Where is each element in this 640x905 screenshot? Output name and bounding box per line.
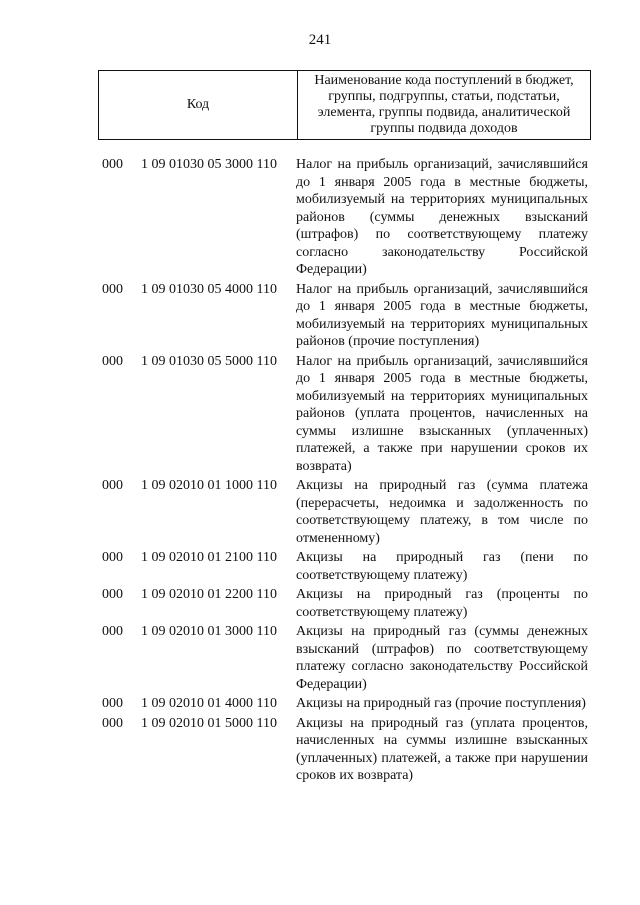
revenue-name: Акцизы на природный газ (сумма платежа (перерасчеты, недоимка и задолженность по соответствующему платежу, в том числе по отмененному) [296, 478, 588, 546]
revenue-name: Налог на прибыль организаций, зачислявшийся до 1 января 2005 года в местные бюджеты, мобилизуемый на территориях муниципальных районов (суммы денежных взысканий (штрафов) по соответствующему платежу согласно законодательству Российской Федерации) [296, 157, 588, 277]
header-name-label: Наименование кода поступлений в бюджет, группы, подгруппы, статьи, подстатьи, элемента, группы подвида, аналитической группы подвида доходов [314, 73, 574, 136]
table-row [0, 586, 640, 621]
revenue-code: 1 09 02010 01 2100 110 [141, 550, 277, 565]
page-number: 241 [308, 32, 332, 48]
admin-code: 000 [102, 353, 123, 369]
admin-code: 000 [102, 696, 123, 711]
revenue-code: 1 09 01030 05 5000 110 [141, 353, 277, 369]
revenue-name: Акцизы на природный газ (уплата процентов, начисленных на суммы излишне взысканных (уплаченных) платежей, а также при нарушении сроков их возврата) [296, 715, 588, 783]
revenue-name: Акцизы на природный газ (пени по соответствующему платежу) [296, 550, 588, 583]
header-code-label: Код [99, 71, 298, 139]
table-row [0, 715, 640, 785]
admin-code: 000 [102, 624, 123, 639]
revenue-code: 1 09 01030 05 3000 110 [141, 157, 277, 172]
revenue-code: 1 09 01030 05 4000 110 [141, 281, 277, 297]
table-header [98, 70, 591, 140]
revenue-name: Акцизы на природный газ (суммы денежных взысканий (штрафов) по соответствующему платежу согласно законодательству Российской Федерации) [296, 624, 588, 692]
admin-code: 000 [102, 587, 123, 602]
table-row [0, 623, 640, 693]
table-row [0, 353, 640, 476]
revenue-name: Налог на прибыль организаций, зачислявшийся до 1 января 2005 года в местные бюджеты, мобилизуемый на территориях муниципальных районов (прочие поступления) [296, 281, 588, 349]
admin-code: 000 [102, 281, 123, 297]
table-row [0, 477, 640, 547]
table-row [0, 549, 640, 584]
revenue-name: Акцизы на природный газ (проценты по соответствующему платежу) [296, 587, 588, 620]
table-body [0, 156, 640, 787]
revenue-code: 1 09 02010 01 1000 110 [141, 478, 277, 493]
revenue-name: Акцизы на природный газ (прочие поступления) [296, 696, 586, 711]
admin-code: 000 [102, 157, 123, 172]
table-row [0, 695, 640, 713]
admin-code: 000 [102, 550, 123, 565]
admin-code: 000 [102, 715, 123, 731]
table-row [0, 281, 640, 351]
revenue-code: 1 09 02010 01 5000 110 [141, 715, 277, 731]
admin-code: 000 [102, 478, 123, 493]
revenue-name: Налог на прибыль организаций, зачислявшийся до 1 января 2005 года в местные бюджеты, мобилизуемый на территориях муниципальных районов (уплата процентов, начисленных на суммы излишне взысканных (уплаченных) платежей, а также при нарушении сроков их возврата) [296, 353, 588, 474]
table-row [0, 156, 640, 279]
revenue-code: 1 09 02010 01 2200 110 [141, 587, 277, 602]
revenue-code: 1 09 02010 01 3000 110 [141, 624, 277, 639]
revenue-code: 1 09 02010 01 4000 110 [141, 696, 277, 711]
